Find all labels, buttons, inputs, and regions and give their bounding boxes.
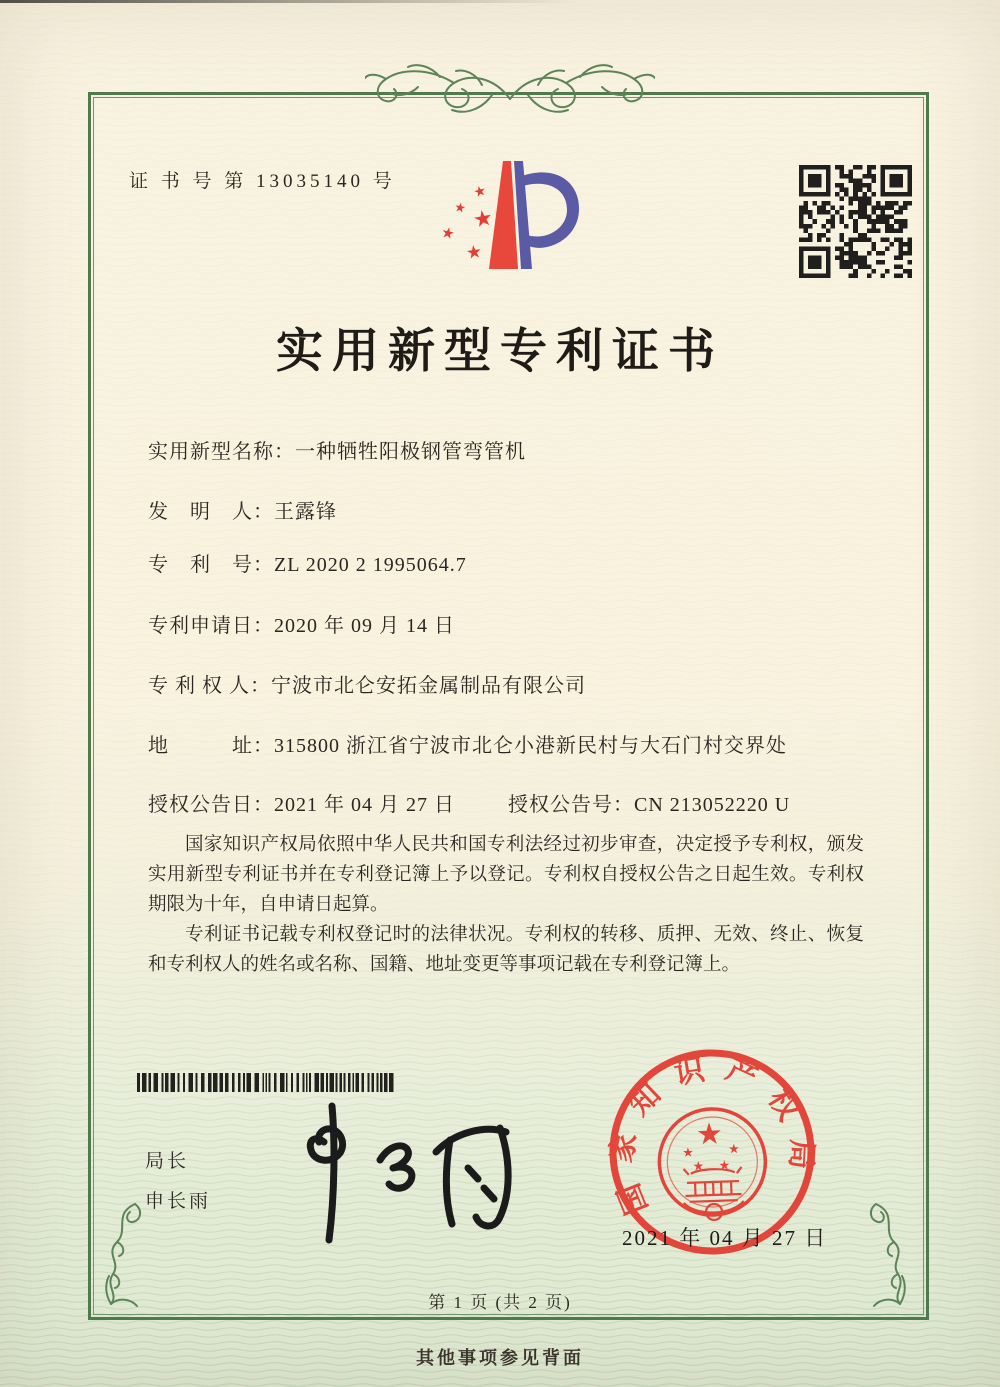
star-icon: ★ [471, 205, 495, 234]
field-value: 2021 年 04 月 27 日 [274, 794, 455, 816]
field-grant-number [508, 788, 790, 817]
field-label: 授权公告日： [148, 794, 274, 816]
seal-date: 2021 年 04 月 27 日 [622, 1226, 828, 1250]
commissioner-signature [288, 1098, 523, 1250]
field-label: 授权公告号： [508, 794, 634, 816]
field-label: 专利申请日： [148, 615, 274, 637]
field-value: CN 213052220 U [634, 794, 791, 816]
field-filing-date [148, 609, 455, 638]
field-value: 2020 年 09 月 14 日 [274, 615, 455, 637]
legal-paragraph-2: 专利证书记载专利权登记时的法律状况。专利权的转移、质押、无效、终止、恢复和专利权人的姓名或名称、国籍、地址变更等事项记载在专利登记簿上。 [148, 925, 864, 975]
field-utility-model-name [148, 435, 526, 464]
star-icon: ★ [439, 222, 457, 244]
legal-text-block [148, 830, 864, 980]
star-icon: ★ [695, 1116, 724, 1153]
cnipa-logo [430, 156, 582, 276]
field-patentee [148, 669, 586, 698]
field-value: 315800 浙江省宁波市北仑小港新民村与大石门村交界处 [274, 735, 787, 757]
qr-code [799, 165, 912, 278]
field-label: 专 利 号： [148, 554, 274, 576]
field-value: 王露锋 [274, 501, 337, 523]
star-icon: ★ [727, 1142, 741, 1158]
logo-blue-bowl [522, 172, 579, 247]
logo-red-wedge [489, 161, 518, 269]
page-number: 第 1 页 (共 2 页) [428, 1293, 572, 1312]
star-icon: ★ [692, 1159, 705, 1175]
seal-agency-name: 国家知识产权局 [604, 1050, 819, 1219]
field-value: ZL 2020 2 1995064.7 [274, 554, 467, 576]
field-label: 地 址： [148, 735, 274, 757]
star-icon: ★ [471, 182, 489, 202]
field-address [148, 729, 787, 758]
back-side-note: 其他事项参见背面 [416, 1348, 584, 1368]
field-value: 宁波市北仑安拓金属制品有限公司 [271, 675, 586, 697]
field-patent-number [148, 548, 467, 577]
star-icon: ★ [681, 1145, 695, 1162]
field-label: 专 利 权 人： [148, 675, 271, 697]
star-icon: ★ [464, 240, 484, 265]
commissioner-name: 申长雨 [145, 1191, 212, 1212]
certificate-number: 证 书 号 第 13035140 号 [129, 171, 396, 192]
star-icon: ★ [452, 200, 467, 217]
field-value: 一种牺牲阳极钢管弯管机 [295, 441, 526, 463]
field-label: 实用新型名称： [148, 441, 295, 463]
legal-paragraph-1: 国家知识产权局依照中华人民共和国专利法经过初步审查，决定授予专利权，颁发实用新型专利证书并在专利登记簿上予以登记。专利权自授权公告之日起生效。专利权期限为十年，自申请日起算。 [148, 835, 864, 915]
field-label: 发 明 人： [148, 501, 274, 523]
barcode [137, 1073, 399, 1092]
field-inventor [148, 495, 337, 524]
certificate-title: 实用新型专利证书 [276, 326, 724, 378]
star-icon: ★ [718, 1158, 731, 1174]
commissioner-title: 局长 [145, 1151, 190, 1172]
field-grant-date [148, 788, 455, 817]
